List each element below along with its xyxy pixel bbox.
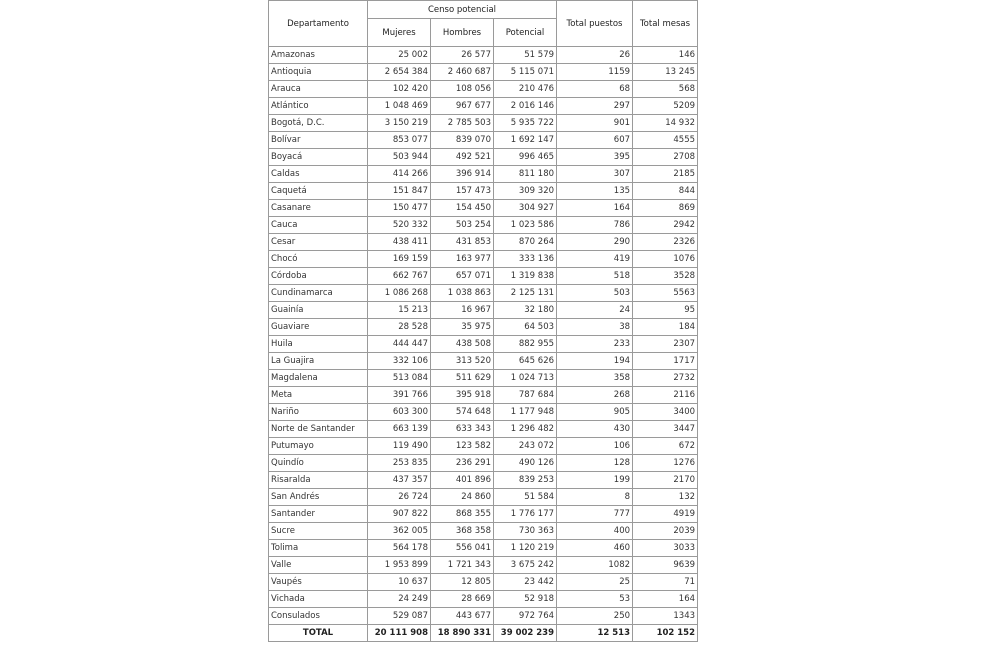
cell-puestos: 135 bbox=[557, 183, 633, 200]
table-row bbox=[269, 183, 698, 200]
cell-puestos: 233 bbox=[557, 336, 633, 353]
cell-mesas: 2732 bbox=[633, 370, 698, 387]
cell-puestos: 24 bbox=[557, 302, 633, 319]
cell-mujeres: 10 637 bbox=[368, 574, 431, 591]
cell-mesas: 146 bbox=[633, 47, 698, 64]
cell-hombres: 492 521 bbox=[431, 149, 494, 166]
cell-puestos: 68 bbox=[557, 81, 633, 98]
cell-mujeres: 564 178 bbox=[368, 540, 431, 557]
cell-puestos: 400 bbox=[557, 523, 633, 540]
cell-potencial: 1 296 482 bbox=[494, 421, 557, 438]
table-row bbox=[269, 166, 698, 183]
header-row-top bbox=[269, 1, 698, 19]
cell-mujeres: 520 332 bbox=[368, 217, 431, 234]
cell-mesas: 568 bbox=[633, 81, 698, 98]
cell-departamento: Amazonas bbox=[269, 47, 368, 64]
cell-potencial: 730 363 bbox=[494, 523, 557, 540]
cell-mujeres: 24 249 bbox=[368, 591, 431, 608]
header-total-puestos: Total puestos bbox=[557, 1, 633, 47]
cell-mujeres: 438 411 bbox=[368, 234, 431, 251]
cell-mesas: 869 bbox=[633, 200, 698, 217]
cell-puestos: 38 bbox=[557, 319, 633, 336]
cell-mesas: 4555 bbox=[633, 132, 698, 149]
cell-hombres: 163 977 bbox=[431, 251, 494, 268]
table-row bbox=[269, 370, 698, 387]
cell-hombres: 28 669 bbox=[431, 591, 494, 608]
cell-potencial: 787 684 bbox=[494, 387, 557, 404]
cell-hombres: 967 677 bbox=[431, 98, 494, 115]
cell-mujeres: 3 150 219 bbox=[368, 115, 431, 132]
table-row bbox=[269, 200, 698, 217]
table-row bbox=[269, 387, 698, 404]
cell-mujeres: 2 654 384 bbox=[368, 64, 431, 81]
cell-hombres: 16 967 bbox=[431, 302, 494, 319]
table-row bbox=[269, 455, 698, 472]
cell-mujeres: 253 835 bbox=[368, 455, 431, 472]
cell-hombres: 511 629 bbox=[431, 370, 494, 387]
table-row bbox=[269, 336, 698, 353]
cell-hombres: 154 450 bbox=[431, 200, 494, 217]
cell-mesas: 672 bbox=[633, 438, 698, 455]
cell-mesas: 2307 bbox=[633, 336, 698, 353]
cell-departamento: Norte de Santander bbox=[269, 421, 368, 438]
cell-puestos: 106 bbox=[557, 438, 633, 455]
cell-puestos: 250 bbox=[557, 608, 633, 625]
cell-potencial: 996 465 bbox=[494, 149, 557, 166]
cell-potencial: 304 927 bbox=[494, 200, 557, 217]
table-row bbox=[269, 353, 698, 370]
table-row bbox=[269, 217, 698, 234]
cell-potencial: 2 016 146 bbox=[494, 98, 557, 115]
cell-mujeres: 150 477 bbox=[368, 200, 431, 217]
cell-mujeres: 662 767 bbox=[368, 268, 431, 285]
cell-mesas: 2326 bbox=[633, 234, 698, 251]
cell-mesas: 3400 bbox=[633, 404, 698, 421]
cell-mujeres: 1 086 268 bbox=[368, 285, 431, 302]
cell-mesas: 164 bbox=[633, 591, 698, 608]
cell-departamento: Guaviare bbox=[269, 319, 368, 336]
cell-departamento: Boyacá bbox=[269, 149, 368, 166]
cell-puestos: 905 bbox=[557, 404, 633, 421]
cell-hombres: 2 460 687 bbox=[431, 64, 494, 81]
cell-hombres: 503 254 bbox=[431, 217, 494, 234]
cell-departamento: Tolima bbox=[269, 540, 368, 557]
cell-potencial: 243 072 bbox=[494, 438, 557, 455]
cell-potencial: 333 136 bbox=[494, 251, 557, 268]
cell-departamento: Consulados bbox=[269, 608, 368, 625]
cell-mesas: 184 bbox=[633, 319, 698, 336]
cell-departamento: Magdalena bbox=[269, 370, 368, 387]
cell-departamento: Vichada bbox=[269, 591, 368, 608]
cell-hombres: 2 785 503 bbox=[431, 115, 494, 132]
cell-departamento: Atlántico bbox=[269, 98, 368, 115]
cell-potencial: 1 692 147 bbox=[494, 132, 557, 149]
cell-mujeres: 362 005 bbox=[368, 523, 431, 540]
cell-potencial: 1 177 948 bbox=[494, 404, 557, 421]
cell-puestos: 1082 bbox=[557, 557, 633, 574]
cell-hombres: 313 520 bbox=[431, 353, 494, 370]
cell-mesas: 2039 bbox=[633, 523, 698, 540]
cell-potencial: 870 264 bbox=[494, 234, 557, 251]
cell-puestos: 503 bbox=[557, 285, 633, 302]
table-row bbox=[269, 523, 698, 540]
cell-mujeres: 437 357 bbox=[368, 472, 431, 489]
total-mujeres: 20 111 908 bbox=[368, 625, 431, 642]
cell-mesas: 5563 bbox=[633, 285, 698, 302]
cell-mesas: 71 bbox=[633, 574, 698, 591]
cell-departamento: San Andrés bbox=[269, 489, 368, 506]
total-puestos: 12 513 bbox=[557, 625, 633, 642]
cell-potencial: 2 125 131 bbox=[494, 285, 557, 302]
cell-mujeres: 503 944 bbox=[368, 149, 431, 166]
cell-mujeres: 26 724 bbox=[368, 489, 431, 506]
table-row bbox=[269, 81, 698, 98]
cell-hombres: 574 648 bbox=[431, 404, 494, 421]
header-total-mesas: Total mesas bbox=[633, 1, 698, 47]
cell-departamento: Huila bbox=[269, 336, 368, 353]
cell-mesas: 1276 bbox=[633, 455, 698, 472]
cell-mesas: 1076 bbox=[633, 251, 698, 268]
cell-puestos: 164 bbox=[557, 200, 633, 217]
cell-puestos: 25 bbox=[557, 574, 633, 591]
cell-mesas: 2116 bbox=[633, 387, 698, 404]
cell-puestos: 1159 bbox=[557, 64, 633, 81]
cell-potencial: 490 126 bbox=[494, 455, 557, 472]
table-row bbox=[269, 404, 698, 421]
cell-puestos: 307 bbox=[557, 166, 633, 183]
cell-potencial: 882 955 bbox=[494, 336, 557, 353]
cell-potencial: 64 503 bbox=[494, 319, 557, 336]
cell-hombres: 1 038 863 bbox=[431, 285, 494, 302]
cell-mujeres: 414 266 bbox=[368, 166, 431, 183]
table-row bbox=[269, 591, 698, 608]
cell-hombres: 868 355 bbox=[431, 506, 494, 523]
cell-potencial: 210 476 bbox=[494, 81, 557, 98]
cell-mesas: 14 932 bbox=[633, 115, 698, 132]
cell-hombres: 12 805 bbox=[431, 574, 494, 591]
cell-potencial: 972 764 bbox=[494, 608, 557, 625]
cell-mesas: 5209 bbox=[633, 98, 698, 115]
cell-departamento: Nariño bbox=[269, 404, 368, 421]
cell-mujeres: 663 139 bbox=[368, 421, 431, 438]
header-censo-potencial: Censo potencial bbox=[368, 1, 557, 19]
cell-puestos: 8 bbox=[557, 489, 633, 506]
cell-departamento: Valle bbox=[269, 557, 368, 574]
cell-departamento: Córdoba bbox=[269, 268, 368, 285]
cell-mujeres: 391 766 bbox=[368, 387, 431, 404]
table-row bbox=[269, 302, 698, 319]
table-row bbox=[269, 268, 698, 285]
cell-mujeres: 169 159 bbox=[368, 251, 431, 268]
cell-potencial: 309 320 bbox=[494, 183, 557, 200]
cell-puestos: 268 bbox=[557, 387, 633, 404]
cell-puestos: 395 bbox=[557, 149, 633, 166]
cell-departamento: Chocó bbox=[269, 251, 368, 268]
cell-puestos: 26 bbox=[557, 47, 633, 64]
table-row bbox=[269, 132, 698, 149]
header-mujeres: Mujeres bbox=[368, 19, 431, 47]
cell-puestos: 460 bbox=[557, 540, 633, 557]
cell-hombres: 443 677 bbox=[431, 608, 494, 625]
cell-departamento: Antioquia bbox=[269, 64, 368, 81]
total-mesas: 102 152 bbox=[633, 625, 698, 642]
cell-potencial: 645 626 bbox=[494, 353, 557, 370]
cell-mesas: 3528 bbox=[633, 268, 698, 285]
table-row bbox=[269, 608, 698, 625]
cell-puestos: 297 bbox=[557, 98, 633, 115]
cell-puestos: 53 bbox=[557, 591, 633, 608]
cell-mesas: 13 245 bbox=[633, 64, 698, 81]
cell-departamento: Sucre bbox=[269, 523, 368, 540]
cell-mesas: 2185 bbox=[633, 166, 698, 183]
table-footer bbox=[269, 625, 698, 642]
cell-mesas: 4919 bbox=[633, 506, 698, 523]
cell-mujeres: 853 077 bbox=[368, 132, 431, 149]
cell-departamento: La Guajira bbox=[269, 353, 368, 370]
table-header bbox=[269, 1, 698, 47]
cell-mujeres: 332 106 bbox=[368, 353, 431, 370]
cell-mujeres: 529 087 bbox=[368, 608, 431, 625]
cell-hombres: 401 896 bbox=[431, 472, 494, 489]
total-hombres: 18 890 331 bbox=[431, 625, 494, 642]
cell-mesas: 2708 bbox=[633, 149, 698, 166]
cell-departamento: Quindío bbox=[269, 455, 368, 472]
cell-puestos: 290 bbox=[557, 234, 633, 251]
cell-potencial: 51 579 bbox=[494, 47, 557, 64]
cell-mujeres: 1 953 899 bbox=[368, 557, 431, 574]
table-row bbox=[269, 319, 698, 336]
table-row bbox=[269, 285, 698, 302]
cell-mujeres: 28 528 bbox=[368, 319, 431, 336]
cell-potencial: 1 024 713 bbox=[494, 370, 557, 387]
cell-puestos: 199 bbox=[557, 472, 633, 489]
table-row bbox=[269, 115, 698, 132]
header-departamento: Departamento bbox=[269, 1, 368, 47]
cell-hombres: 35 975 bbox=[431, 319, 494, 336]
cell-departamento: Arauca bbox=[269, 81, 368, 98]
table-row bbox=[269, 149, 698, 166]
cell-hombres: 438 508 bbox=[431, 336, 494, 353]
cell-potencial: 3 675 242 bbox=[494, 557, 557, 574]
total-row bbox=[269, 625, 698, 642]
cell-puestos: 607 bbox=[557, 132, 633, 149]
cell-hombres: 157 473 bbox=[431, 183, 494, 200]
cell-mujeres: 151 847 bbox=[368, 183, 431, 200]
table-row bbox=[269, 557, 698, 574]
table-row bbox=[269, 574, 698, 591]
total-label: TOTAL bbox=[269, 625, 368, 642]
cell-departamento: Cauca bbox=[269, 217, 368, 234]
cell-potencial: 1 023 586 bbox=[494, 217, 557, 234]
cell-mujeres: 25 002 bbox=[368, 47, 431, 64]
cell-potencial: 1 319 838 bbox=[494, 268, 557, 285]
table-row bbox=[269, 489, 698, 506]
table-row bbox=[269, 251, 698, 268]
cell-potencial: 5 935 722 bbox=[494, 115, 557, 132]
cell-mesas: 1717 bbox=[633, 353, 698, 370]
cell-mesas: 2170 bbox=[633, 472, 698, 489]
cell-mujeres: 102 420 bbox=[368, 81, 431, 98]
cell-departamento: Guainía bbox=[269, 302, 368, 319]
cell-mujeres: 15 213 bbox=[368, 302, 431, 319]
cell-puestos: 430 bbox=[557, 421, 633, 438]
cell-mujeres: 907 822 bbox=[368, 506, 431, 523]
cell-potencial: 51 584 bbox=[494, 489, 557, 506]
cell-mesas: 3033 bbox=[633, 540, 698, 557]
cell-mujeres: 603 300 bbox=[368, 404, 431, 421]
cell-departamento: Vaupés bbox=[269, 574, 368, 591]
table-row bbox=[269, 506, 698, 523]
cell-potencial: 1 120 219 bbox=[494, 540, 557, 557]
cell-puestos: 777 bbox=[557, 506, 633, 523]
cell-hombres: 396 914 bbox=[431, 166, 494, 183]
cell-mujeres: 119 490 bbox=[368, 438, 431, 455]
cell-puestos: 358 bbox=[557, 370, 633, 387]
cell-puestos: 194 bbox=[557, 353, 633, 370]
cell-mujeres: 444 447 bbox=[368, 336, 431, 353]
cell-departamento: Santander bbox=[269, 506, 368, 523]
cell-mujeres: 513 084 bbox=[368, 370, 431, 387]
cell-potencial: 811 180 bbox=[494, 166, 557, 183]
cell-departamento: Meta bbox=[269, 387, 368, 404]
header-potencial: Potencial bbox=[494, 19, 557, 47]
cell-hombres: 556 041 bbox=[431, 540, 494, 557]
cell-potencial: 23 442 bbox=[494, 574, 557, 591]
cell-hombres: 236 291 bbox=[431, 455, 494, 472]
cell-potencial: 5 115 071 bbox=[494, 64, 557, 81]
cell-mesas: 3447 bbox=[633, 421, 698, 438]
table-row bbox=[269, 234, 698, 251]
table-row bbox=[269, 540, 698, 557]
cell-departamento: Casanare bbox=[269, 200, 368, 217]
cell-mesas: 95 bbox=[633, 302, 698, 319]
table-row bbox=[269, 64, 698, 81]
total-potencial: 39 002 239 bbox=[494, 625, 557, 642]
census-table bbox=[268, 0, 698, 642]
cell-hombres: 26 577 bbox=[431, 47, 494, 64]
cell-puestos: 518 bbox=[557, 268, 633, 285]
cell-hombres: 633 343 bbox=[431, 421, 494, 438]
cell-departamento: Cundinamarca bbox=[269, 285, 368, 302]
cell-hombres: 108 056 bbox=[431, 81, 494, 98]
cell-mesas: 9639 bbox=[633, 557, 698, 574]
cell-hombres: 431 853 bbox=[431, 234, 494, 251]
table-row bbox=[269, 98, 698, 115]
cell-departamento: Bogotá, D.C. bbox=[269, 115, 368, 132]
table-body bbox=[269, 47, 698, 625]
cell-mujeres: 1 048 469 bbox=[368, 98, 431, 115]
cell-hombres: 24 860 bbox=[431, 489, 494, 506]
cell-puestos: 786 bbox=[557, 217, 633, 234]
cell-mesas: 2942 bbox=[633, 217, 698, 234]
header-hombres: Hombres bbox=[431, 19, 494, 47]
cell-hombres: 395 918 bbox=[431, 387, 494, 404]
table-row bbox=[269, 472, 698, 489]
cell-hombres: 123 582 bbox=[431, 438, 494, 455]
table-row bbox=[269, 47, 698, 64]
cell-departamento: Caquetá bbox=[269, 183, 368, 200]
cell-puestos: 901 bbox=[557, 115, 633, 132]
table-row bbox=[269, 438, 698, 455]
cell-mesas: 844 bbox=[633, 183, 698, 200]
cell-potencial: 839 253 bbox=[494, 472, 557, 489]
cell-puestos: 419 bbox=[557, 251, 633, 268]
cell-potencial: 52 918 bbox=[494, 591, 557, 608]
cell-departamento: Putumayo bbox=[269, 438, 368, 455]
cell-hombres: 839 070 bbox=[431, 132, 494, 149]
cell-mesas: 132 bbox=[633, 489, 698, 506]
cell-departamento: Bolívar bbox=[269, 132, 368, 149]
table-row bbox=[269, 421, 698, 438]
cell-departamento: Caldas bbox=[269, 166, 368, 183]
cell-puestos: 128 bbox=[557, 455, 633, 472]
cell-potencial: 1 776 177 bbox=[494, 506, 557, 523]
cell-departamento: Risaralda bbox=[269, 472, 368, 489]
cell-hombres: 1 721 343 bbox=[431, 557, 494, 574]
cell-mesas: 1343 bbox=[633, 608, 698, 625]
cell-departamento: Cesar bbox=[269, 234, 368, 251]
cell-hombres: 657 071 bbox=[431, 268, 494, 285]
cell-hombres: 368 358 bbox=[431, 523, 494, 540]
cell-potencial: 32 180 bbox=[494, 302, 557, 319]
